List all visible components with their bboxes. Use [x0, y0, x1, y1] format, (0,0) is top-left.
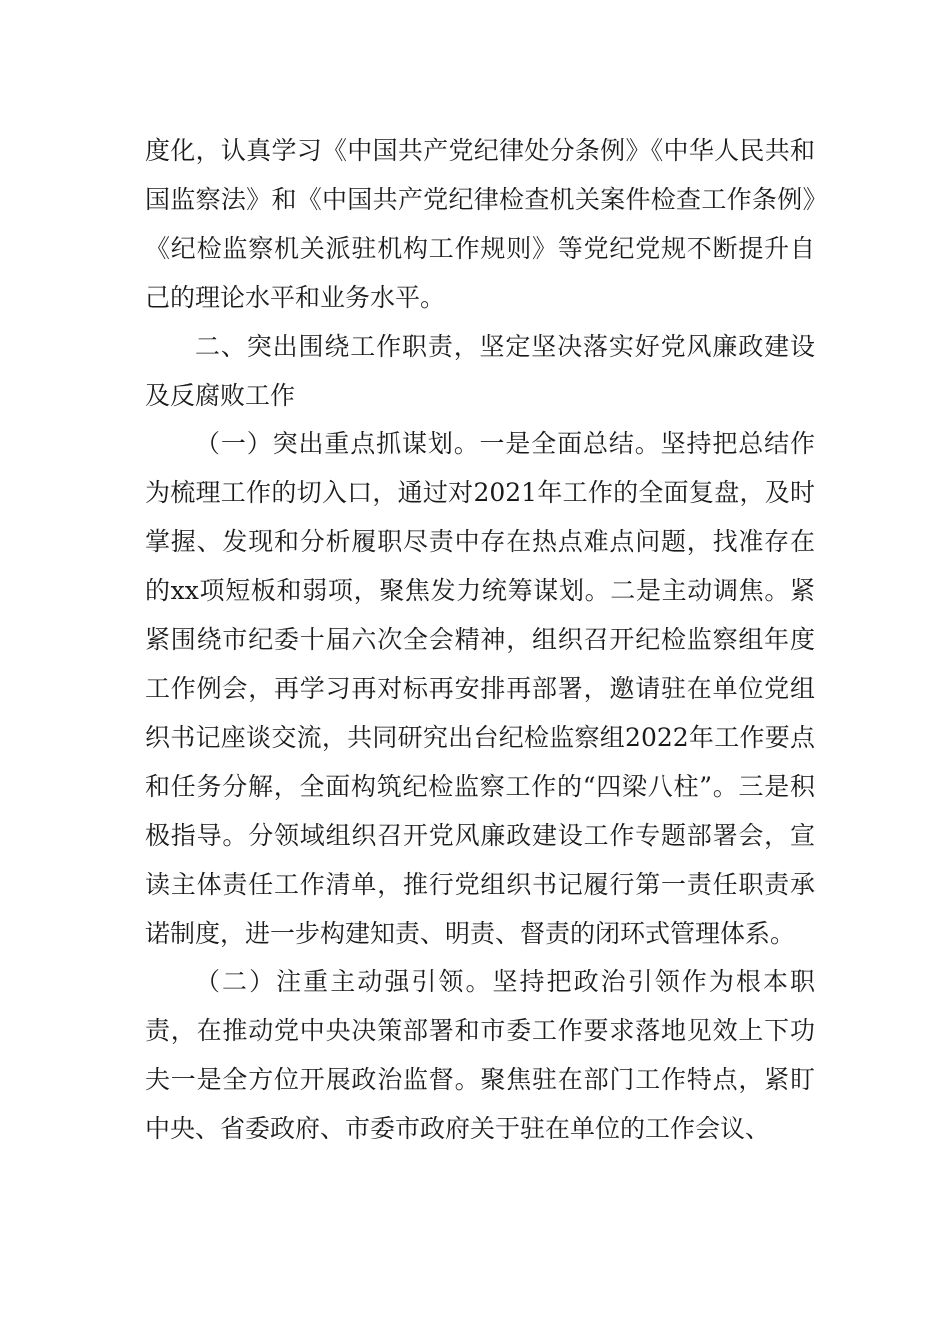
section-heading: 二、突出围绕工作职责，坚定坚决落实好党风廉政建设及反腐败工作: [145, 331, 815, 410]
paragraph-subsection-2: （二）注重主动强引领。坚持把政治引领作为根本职责，在推动党中央决策部署和市委工作要求落地见效上下功夫一是全方位开展政治监督。聚焦驻在部门工作特点，紧盯中央、省委政府、市委市政府关于驻在单位的工作会议、: [145, 967, 815, 1144]
document-body: [145, 127, 815, 1154]
paragraph-continued: 度化，认真学习《中国共产党纪律处分条例》《中华人民共和国监察法》和《中国共产党纪律检查机关案件检查工作条例》《纪检监察机关派驻机构工作规则》等党纪党规不断提升自己的理论水平和业务水平。: [145, 136, 815, 312]
paragraph-subsection-1: （一）突出重点抓谋划。一是全面总结。坚持把总结作为梳理工作的切入口，通过对2021年工作的全面复盘，及时掌握、发现和分析履职尽责中存在热点难点问题，找准存在的xx项短板和弱项，聚焦发力统筹谋划。二是主动调焦。紧紧围绕市纪委十届六次全会精神，组织召开纪检监察组年度工作例会，再学习再对标再安排再部署，邀请驻在单位党组织书记座谈交流，共同研究出台纪检监察组2022年工作要点和任务分解，全面构筑纪检监察工作的“四梁八柱”。三是积极指导。分领域组织召开党风廉政建设工作专题部署会，宣读主体责任工作清单，推行党组织书记履行第一责任职责承诺制度，进一步构建知责、明责、督责的闭环式管理体系。: [145, 429, 815, 948]
